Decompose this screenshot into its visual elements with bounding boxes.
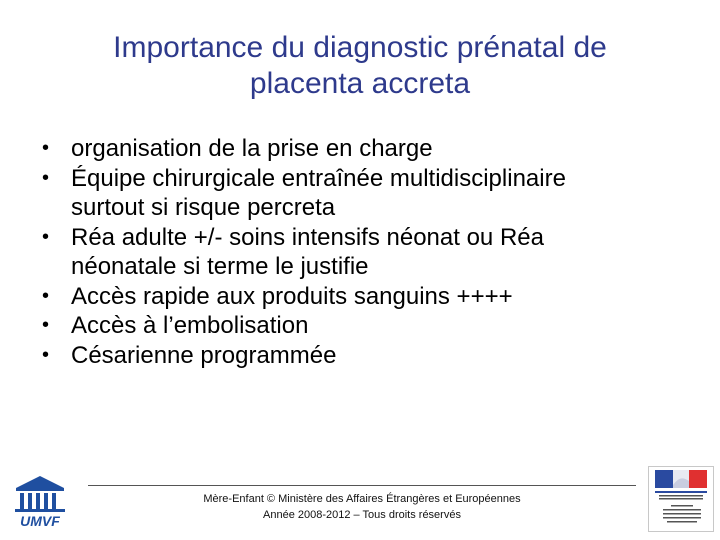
bullet-dot: • [42, 137, 50, 159]
bullet-item [42, 134, 692, 164]
umvf-logo-text: UMVF [20, 513, 60, 528]
umvf-logo [12, 474, 68, 528]
footer-divider [88, 485, 636, 486]
slide-title [20, 30, 700, 102]
bullet-dot: • [42, 284, 50, 307]
bullet-item [42, 223, 692, 282]
bullet-dot: • [42, 225, 50, 248]
bullet-text: Équipe chirurgicale entraînée multidisciplinaire [71, 164, 566, 192]
ministry-emblem-icon [649, 467, 713, 531]
footer [88, 491, 636, 523]
bullet-dot: • [42, 343, 50, 366]
bullet-dot: • [42, 166, 50, 189]
bullet-text: Accès rapide aux produits sanguins ++++ [71, 282, 513, 310]
title-line-2: placenta accreta [249, 67, 471, 100]
bullet-item [42, 164, 692, 223]
bullet-item [42, 341, 692, 371]
bullet-item [42, 282, 692, 312]
bullet-dot: • [42, 314, 50, 336]
bullet-text: Césarienne programmée [71, 341, 337, 369]
footer-copyright: Mère-Enfant © Ministère des Affaires Étrangères et Européennes [203, 493, 521, 505]
bullet-text-continued: néonatale si terme le justifie [71, 253, 369, 280]
ministry-logo [648, 466, 714, 532]
bullet-list [42, 134, 692, 370]
footer-rights: Année 2008-2012 – Tous droits réservés [263, 509, 461, 521]
bullet-text: organisation de la prise en charge [71, 135, 433, 162]
bullet-text-continued: surtout si risque percreta [71, 194, 336, 221]
title-line-1: Importance du diagnostic prénatal de [113, 31, 607, 64]
bullet-item [42, 311, 692, 341]
bullet-text: Accès à l’embolisation [71, 312, 309, 339]
bullet-text: Réa adulte +/- soins intensifs néonat ou Réa [71, 223, 544, 251]
